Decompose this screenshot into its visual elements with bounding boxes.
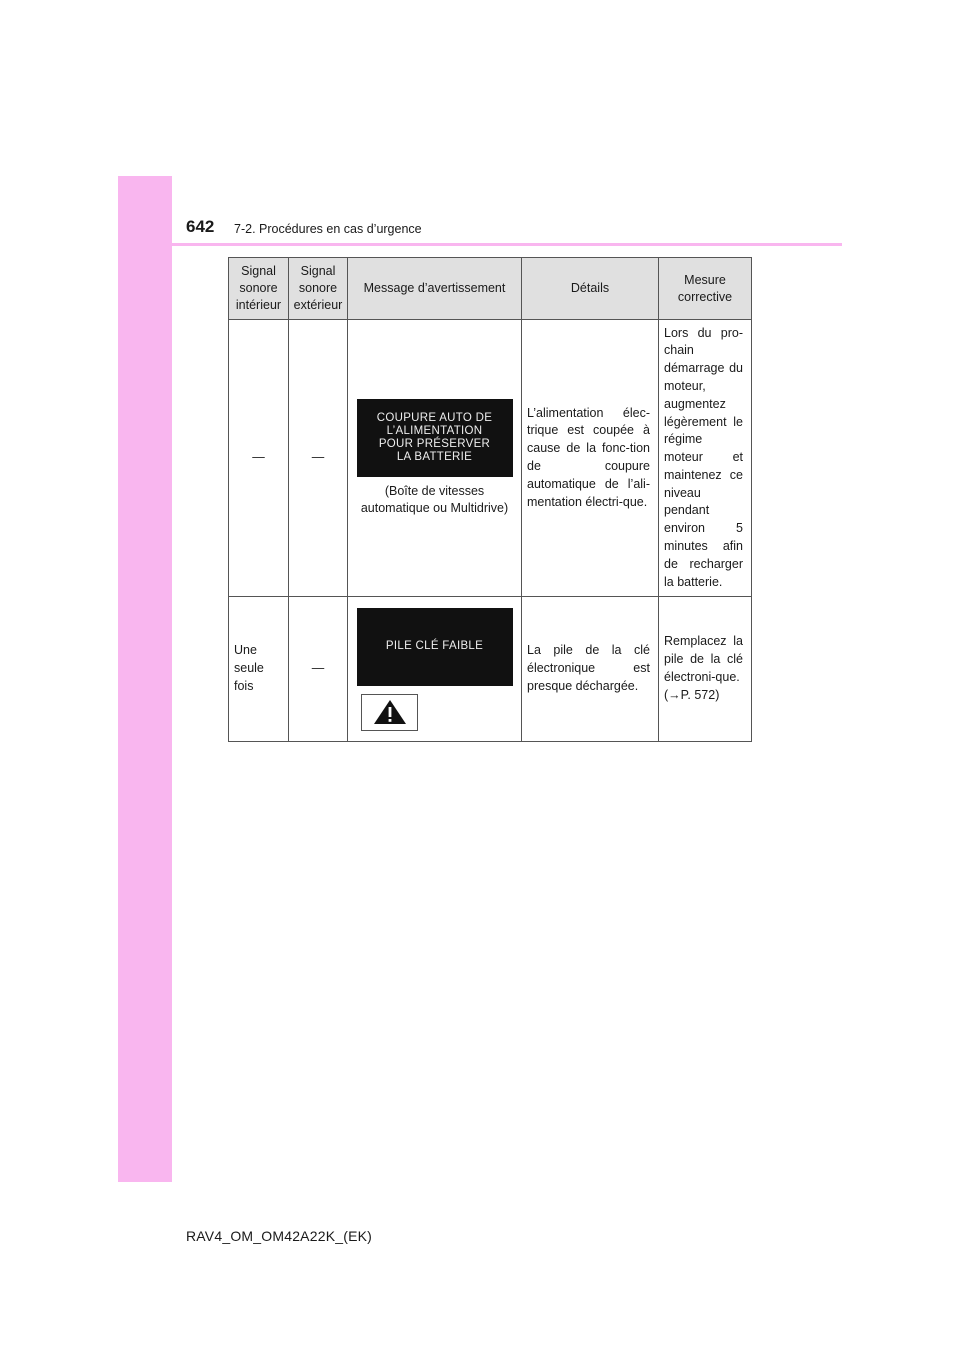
external-buzzer-cell: — [289, 320, 348, 597]
details-cell: La pile de la clé électronique est presque déchargée. [522, 597, 659, 742]
display-message-image: COUPURE AUTO DE L’ALIMENTATION POUR PRÉSERVER LA BATTERIE [357, 399, 513, 477]
header-rule [118, 243, 842, 246]
side-tab-bar [118, 176, 172, 1182]
col-header-details: Détails [522, 258, 659, 320]
message-caption: (Boîte de vitesses automatique ou Multidrive) [360, 483, 509, 515]
document-code: RAV4_OM_OM42A22K_(EK) [186, 1228, 373, 1244]
col-header-message: Message d’avertissement [348, 258, 522, 320]
action-cell: Remplacez la pile de la clé électroni-que. (→P. 572) [659, 597, 752, 742]
col-header-internal: Signal sonore intérieur [229, 258, 289, 320]
col-header-action: Mesure corrective [659, 258, 752, 320]
table-row [229, 320, 752, 597]
warning-triangle-icon [361, 694, 418, 731]
display-message-image: PILE CLÉ FAIBLE [357, 608, 513, 686]
warning-table [228, 257, 752, 742]
action-cell: Lors du pro-chain démarrage du moteur, augmentez légèrement le régime moteur et maintenez ce niveau pendant environ 5 minutes afin de recharger la batterie. [659, 320, 752, 597]
internal-buzzer-cell: Une seule fois [229, 597, 289, 742]
external-buzzer-cell: — [289, 597, 348, 742]
page-number: 642 [186, 217, 215, 236]
message-cell [348, 320, 522, 597]
table-header-row [229, 258, 752, 320]
message-cell [348, 597, 522, 742]
details-cell: L’alimentation élec-trique est coupée à cause de la fonc-tion de coupure automatique de l’ali-mentation électri-que. [522, 320, 659, 597]
internal-buzzer-cell: — [229, 320, 289, 597]
table-row [229, 597, 752, 742]
col-header-external: Signal sonore extérieur [289, 258, 348, 320]
section-title: 7-2. Procédures en cas d’urgence [234, 222, 422, 236]
